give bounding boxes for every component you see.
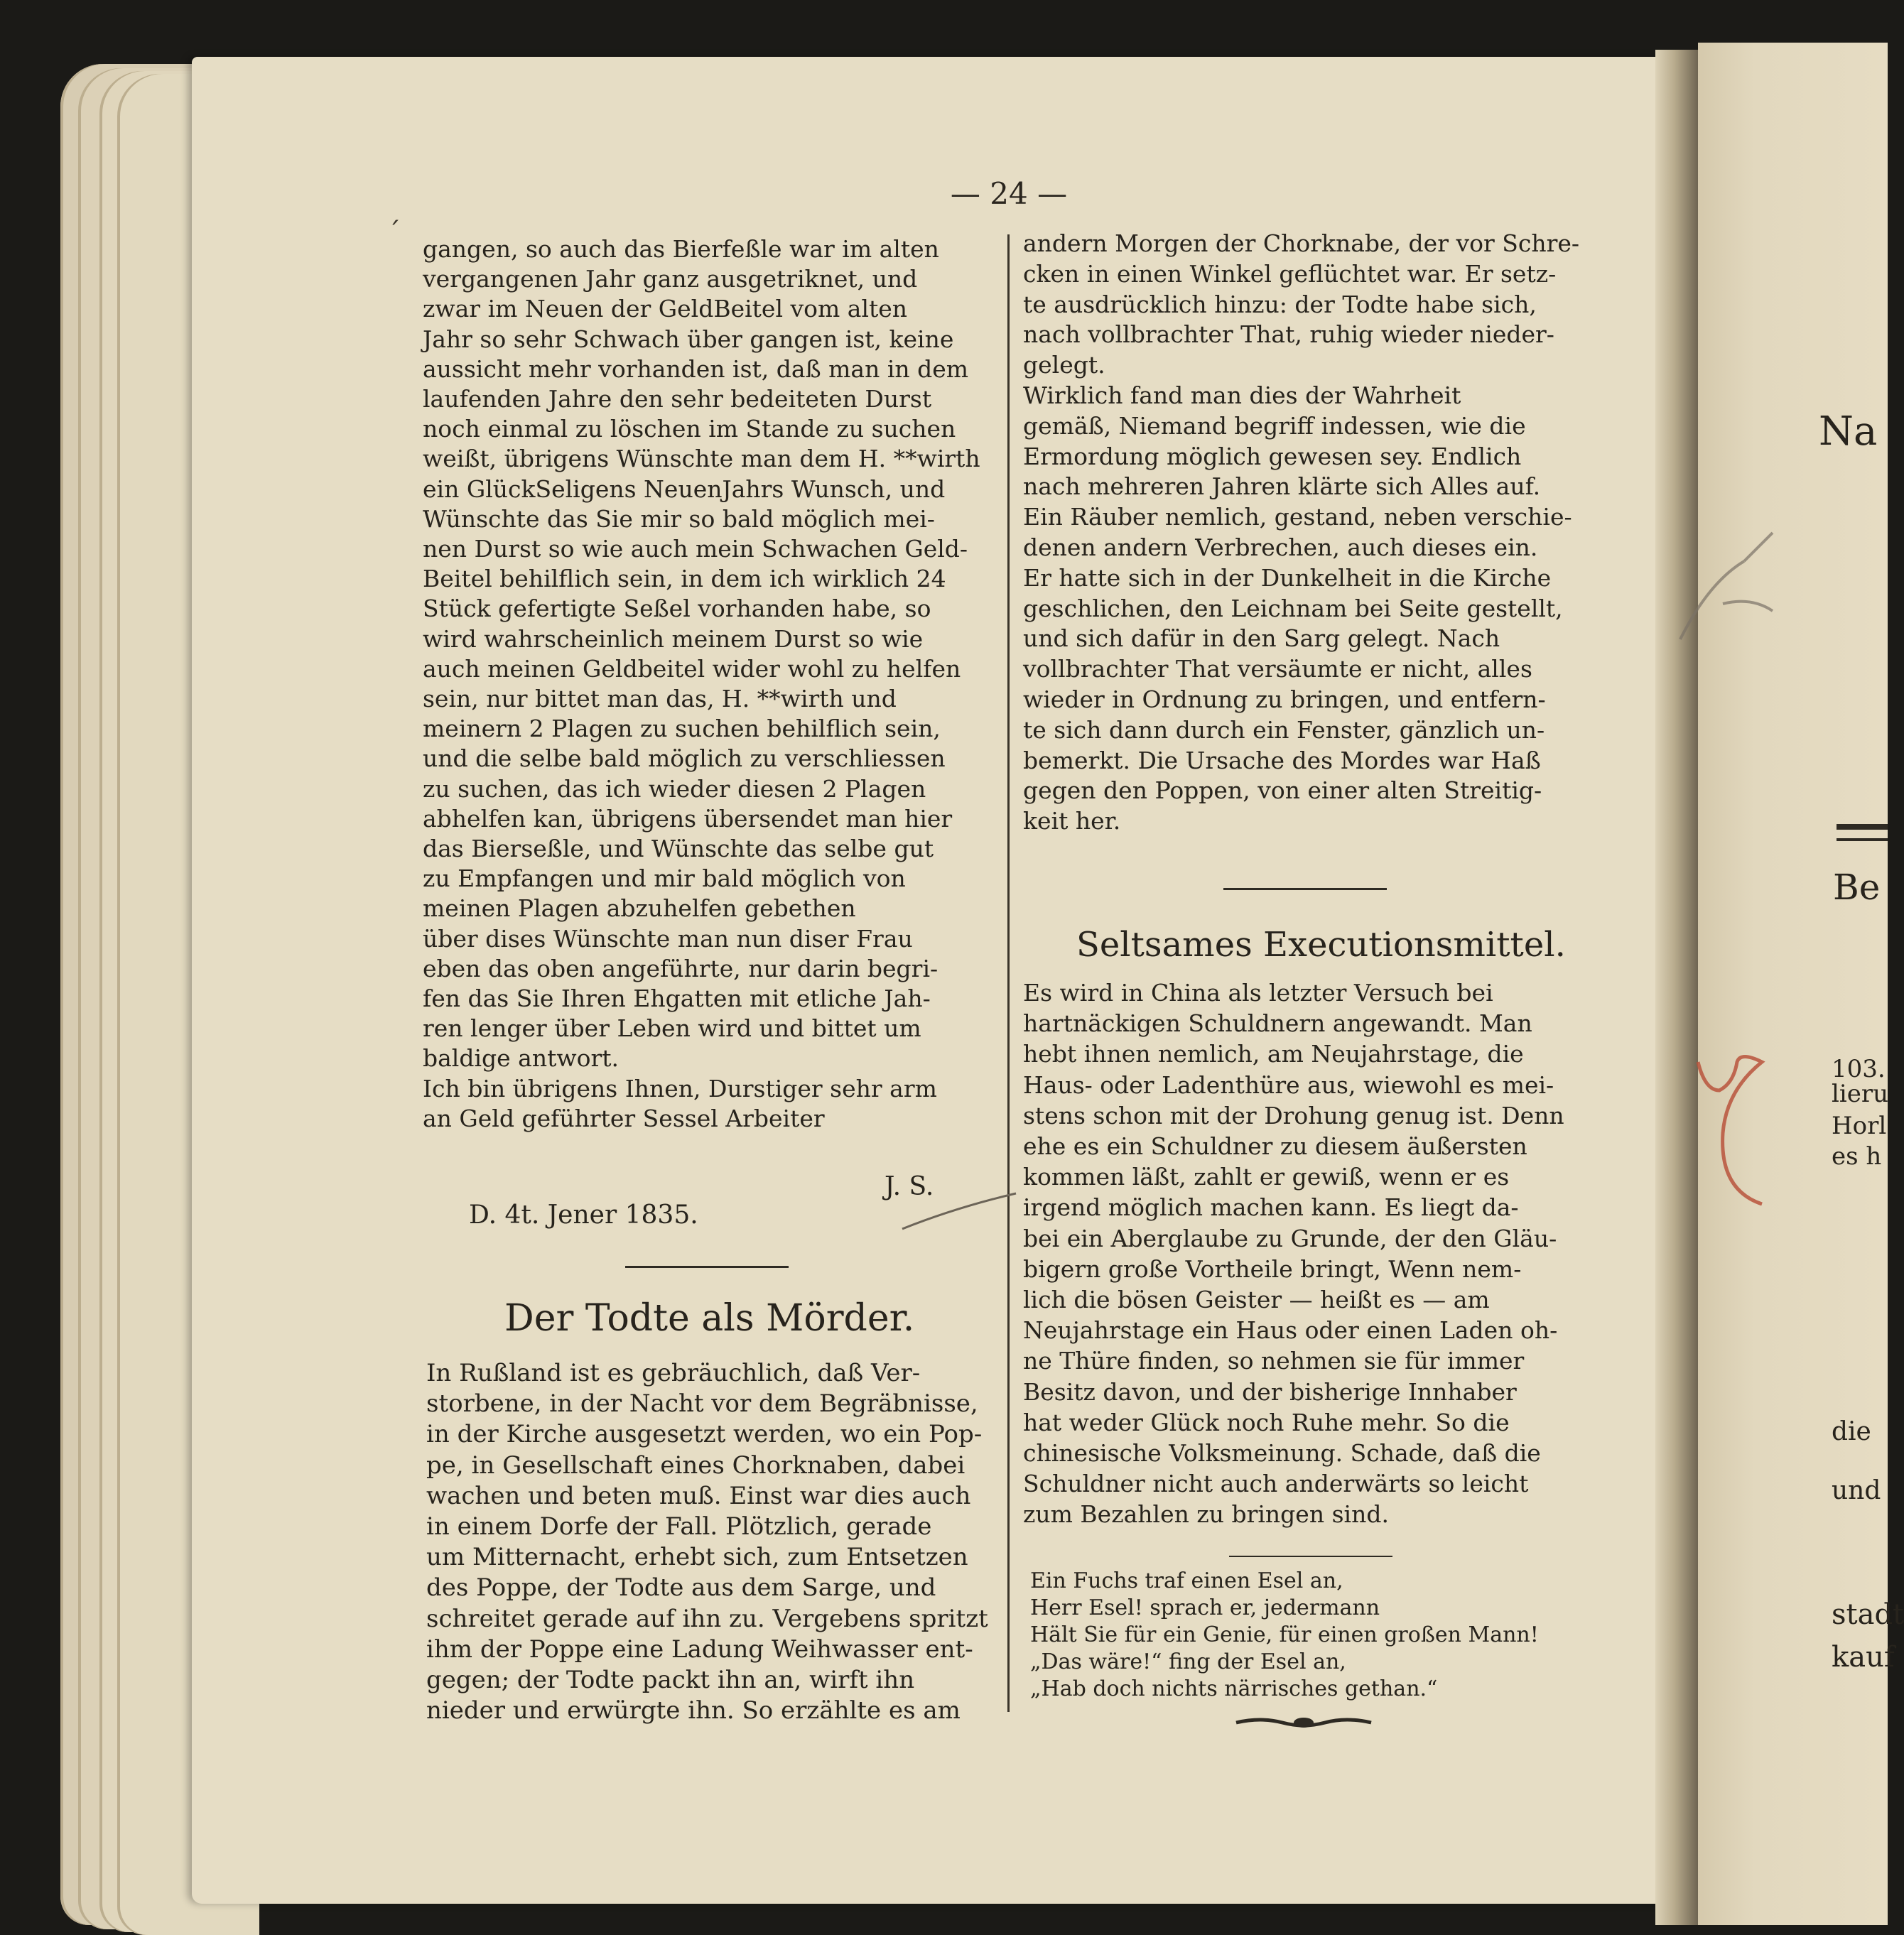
text-line: cken in einen Winkel geflüchtet war. Er setz-: [1023, 259, 1557, 288]
text-line: bemerkt. Die Ursache des Mordes war Haß: [1023, 746, 1541, 774]
text-line: weißt, übrigens Wünschte man dem H. **wirth: [423, 445, 980, 473]
text-line: Wünschte das Sie mir so bald möglich mei-: [423, 504, 935, 533]
text-line: hat weder Glück noch Ruhe mehr. So die: [1023, 1408, 1510, 1436]
text-line: gegen den Poppen, von einer alten Streitig-: [1023, 776, 1542, 805]
text-line: bei ein Aberglaube zu Grunde, der den Gläu-: [1023, 1224, 1557, 1252]
text-line: te ausdrücklich hinzu: der Todte habe sich,: [1023, 290, 1537, 318]
section-rule: [1229, 1556, 1392, 1557]
text-line: Ein Räuber nemlich, gestand, neben verschie-: [1023, 503, 1572, 531]
text-line: fen das Sie Ihren Ehgatten mit etliche Jah-: [423, 985, 931, 1012]
text-line: Es wird in China als letzter Versuch bei: [1023, 979, 1493, 1007]
adjacent-text: die: [1832, 1417, 1871, 1446]
adjacent-text: und: [1832, 1476, 1881, 1505]
text-line: Stück gefertigte Seßel vorhanden habe, so: [423, 595, 931, 623]
section-rule: [625, 1266, 789, 1268]
text-line: kommen läßt, zahlt er gewiß, wenn er es: [1023, 1163, 1510, 1191]
text-line: eben das oben angeführte, nur darin begri-: [423, 954, 939, 982]
text-line: pe, in Gesellschaft eines Chorknaben, dabei: [426, 1451, 965, 1480]
text-line: an Geld geführter Sessel Arbeiter: [423, 1104, 825, 1132]
text-line: zu Empfangen und mir bald möglich von: [423, 864, 906, 893]
text-line: ehe es ein Schuldner zu diesem äußersten: [1023, 1132, 1527, 1160]
text-line: das Bierseßle, und Wünschte das selbe gut: [423, 835, 934, 862]
adjacent-text: Horl: [1832, 1112, 1887, 1140]
pencil-stroke: [899, 1190, 1019, 1232]
section-rule: [1223, 888, 1387, 890]
book-gutter: [1655, 50, 1698, 1925]
text-line: Wirklich fand man dies der Wahrheit: [1023, 381, 1461, 409]
text-line: ne Thüre finden, so nehmen sie für immer: [1023, 1347, 1525, 1375]
text-line: denen andern Verbrechen, auch dieses ein.: [1023, 533, 1538, 561]
dateline: D. 4t. Jener 1835.: [469, 1200, 698, 1230]
text-line: nach mehreren Jahren klärte sich Alles auf.: [1023, 472, 1541, 501]
text-line: ein GlückSeligens NeuenJahrs Wunsch, und: [423, 475, 946, 503]
column-divider: [1007, 234, 1010, 1712]
text-line: bigern große Vortheile bringt, Wenn nem-: [1023, 1254, 1522, 1283]
text-line: Schuldner nicht auch anderwärts so leicht: [1023, 1470, 1529, 1498]
text-line: abhelfen kan, übrigens übersendet man hier: [423, 804, 953, 833]
adjacent-text: lieru: [1832, 1080, 1889, 1108]
text-line: gegen; der Todte packt ihn an, wirft ihn: [426, 1666, 915, 1694]
article-title: Der Todte als Mörder.: [504, 1297, 915, 1340]
text-line: stens schon mit der Drohung genug ist. Denn: [1023, 1101, 1564, 1129]
text-line: „Das wäre!“ fing der Esel an,: [1030, 1649, 1346, 1674]
adjacent-text: Be: [1833, 867, 1881, 908]
text-line: in der Kirche ausgesetzt werden, wo ein Pop-: [426, 1420, 983, 1449]
adjacent-rule: [1837, 838, 1888, 841]
text-line: gelegt.: [1023, 351, 1105, 379]
adjacent-text: es h: [1832, 1142, 1882, 1171]
text-line: nach vollbrachter That, ruhig wieder nieder-: [1023, 320, 1554, 349]
text-line: und die selbe bald möglich zu verschliessen: [423, 744, 946, 773]
text-line: über dises Wünschte man nun diser Frau: [423, 924, 913, 953]
text-line: noch einmal zu löschen im Stande zu suchen: [423, 415, 956, 443]
text-line: vollbrachter That versäumte er nicht, alles: [1023, 655, 1532, 683]
article-title: Seltsames Executionsmittel.: [1076, 925, 1566, 965]
text-line: zu suchen, das ich wieder diesen 2 Plagen: [423, 774, 926, 803]
text-line: nieder und erwürgte ihn. So erzählte es am: [426, 1696, 961, 1725]
text-line: „Hab doch nichts närrisches gethan.“: [1030, 1676, 1438, 1701]
text-line: storbene, in der Nacht vor dem Begräbnisse,: [426, 1389, 978, 1419]
text-line: andern Morgen der Chorknabe, der vor Schre-: [1023, 229, 1580, 257]
text-line: wird wahrscheinlich meinem Durst so wie: [423, 624, 924, 653]
text-line: Neujahrstage ein Haus oder einen Laden oh-: [1023, 1316, 1558, 1345]
text-line: Haus- oder Ladenthüre aus, wiewohl es mei-: [1023, 1071, 1554, 1099]
adjacent-text: kauf: [1832, 1641, 1895, 1674]
text-line: baldige antwort.: [423, 1044, 620, 1073]
text-line: um Mitternacht, erhebt sich, zum Entsetzen: [426, 1543, 968, 1572]
text-line: aussicht mehr vorhanden ist, daß man in dem: [423, 354, 969, 383]
text-line: meinen Plagen abzuhelfen gebethen: [423, 894, 856, 923]
text-line: In Rußland ist es gebräuchlich, daß Ver-: [426, 1359, 921, 1387]
text-line: ihm der Poppe eine Ladung Weihwasser ent-: [426, 1635, 973, 1664]
text-line: sein, nur bittet man das, H. **wirth und: [423, 685, 897, 712]
text-line: geschlichen, den Leichnam bei Seite gestellt,: [1023, 594, 1563, 622]
text-line: vergangenen Jahr ganz ausgetriknet, und: [423, 265, 918, 293]
adjacent-text: 103.: [1832, 1055, 1886, 1083]
adjacent-rule: [1837, 824, 1888, 830]
text-line: lich die bösen Geister — heißt es — am: [1023, 1286, 1490, 1313]
signature: J. S.: [885, 1172, 934, 1201]
text-line: auch meinen Geldbeitel wider wohl zu helfen: [423, 654, 961, 683]
adjacent-text: stadt: [1832, 1598, 1904, 1631]
text-line: irgend möglich machen kann. Es liegt da-: [1023, 1193, 1519, 1222]
text-line: gangen, so auch das Bierfeßle war im alten: [423, 235, 939, 263]
text-line: Jahr so sehr Schwach über gangen ist, keine: [423, 325, 954, 353]
red-pencil-annotation: [1684, 1048, 1776, 1211]
text-line: chinesische Volksmeinung. Schade, daß die: [1023, 1439, 1541, 1467]
text-line: hebt ihnen nemlich, am Neujahrstage, die: [1023, 1040, 1524, 1068]
text-line: in einem Dorfe der Fall. Plötzlich, gerade: [426, 1512, 932, 1541]
text-line: zum Bezahlen zu bringen sind.: [1023, 1500, 1389, 1529]
page-number: — 24 —: [950, 176, 1068, 211]
text-line: des Poppe, der Todte aus dem Sarge, und: [426, 1573, 936, 1603]
text-line: schreitet gerade auf ihn zu. Vergebens spritzt: [426, 1604, 988, 1633]
text-line: Beitel behilflich sein, in dem ich wirklich 24: [423, 565, 946, 593]
text-line: gemäß, Niemand begriff indessen, wie die: [1023, 411, 1526, 440]
text-line: Ein Fuchs traf einen Esel an,: [1030, 1568, 1343, 1593]
text-line: Herr Esel! sprach er, jedermann: [1030, 1595, 1380, 1620]
text-line: zwar im Neuen der GeldBeitel vom alten: [423, 295, 908, 323]
adjacent-heading: Na: [1819, 408, 1878, 455]
text-line: meinern 2 Plagen zu suchen behilflich sein,: [423, 715, 941, 743]
text-line: nen Durst so wie auch mein Schwachen Geld-: [423, 535, 968, 563]
text-line: Hält Sie für ein Genie, für einen großen Mann!: [1030, 1622, 1539, 1647]
text-line: keit her.: [1023, 807, 1121, 835]
text-line: laufenden Jahre den sehr bedeiteten Durst: [423, 385, 932, 413]
text-line: wachen und beten muß. Einst war dies auch: [426, 1481, 971, 1510]
text-line: te sich dann durch ein Fenster, gänzlich un-: [1023, 715, 1545, 744]
text-line: Ermordung möglich gewesen sey. Endlich: [1023, 442, 1522, 470]
text-line: und sich dafür in den Sarg gelegt. Nach: [1023, 624, 1500, 653]
margin-mark: ˊ: [387, 217, 401, 248]
pencil-annotation: [1666, 519, 1801, 646]
text-line: wieder in Ordnung zu bringen, und entfern-: [1023, 685, 1546, 713]
text-line: Ich bin übrigens Ihnen, Durstiger sehr arm: [423, 1074, 937, 1102]
text-line: Er hatte sich in der Dunkelheit in die Kirche: [1023, 563, 1552, 592]
text-line: ren lenger über Leben wird und bittet um: [423, 1014, 921, 1043]
text-line: hartnäckigen Schuldnern angewandt. Man: [1023, 1009, 1532, 1038]
end-ornament: [1233, 1708, 1375, 1737]
text-line: Besitz davon, und der bisherige Innhaber: [1023, 1377, 1517, 1406]
